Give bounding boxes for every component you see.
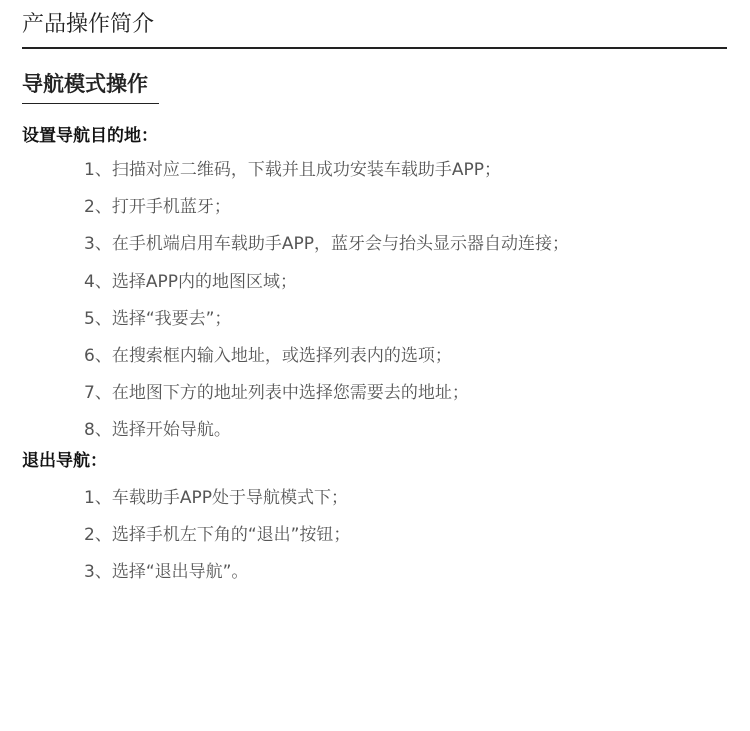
list-item: 3、在手机端启用车载助手APP，蓝牙会与抬头显示器自动连接；	[84, 234, 569, 255]
set-destination-steps	[84, 158, 569, 456]
section-title-underline	[22, 103, 159, 104]
page-title: 产品操作简介	[22, 12, 155, 37]
list-item: 8、选择开始导航。	[84, 420, 231, 441]
list-item: 3、选择“退出导航”。	[84, 562, 249, 582]
set-destination-heading: 设置导航目的地：	[22, 126, 158, 146]
list-item: 4、选择APP内的地图区域；	[84, 271, 297, 292]
list-item: 5、选择“我要去”；	[84, 308, 232, 329]
header-divider	[22, 47, 727, 49]
list-item: 7、在地图下方的地址列表中选择您需要去的地址；	[84, 383, 469, 404]
list-item: 2、打开手机蓝牙；	[84, 197, 231, 218]
list-item: 2、选择手机左下角的“退出”按钮；	[84, 525, 351, 545]
exit-navigation-heading: 退出导航：	[22, 451, 107, 471]
list-item: 1、车载助手APP处于导航模式下；	[84, 488, 348, 508]
list-item: 6、在搜索框内输入地址，或选择列表内的选项；	[84, 345, 452, 366]
list-item: 1、扫描对应二维码，下载并且成功安装车载助手APP；	[84, 160, 501, 180]
exit-navigation-steps	[84, 486, 350, 597]
section-title: 导航模式操作	[22, 72, 148, 96]
